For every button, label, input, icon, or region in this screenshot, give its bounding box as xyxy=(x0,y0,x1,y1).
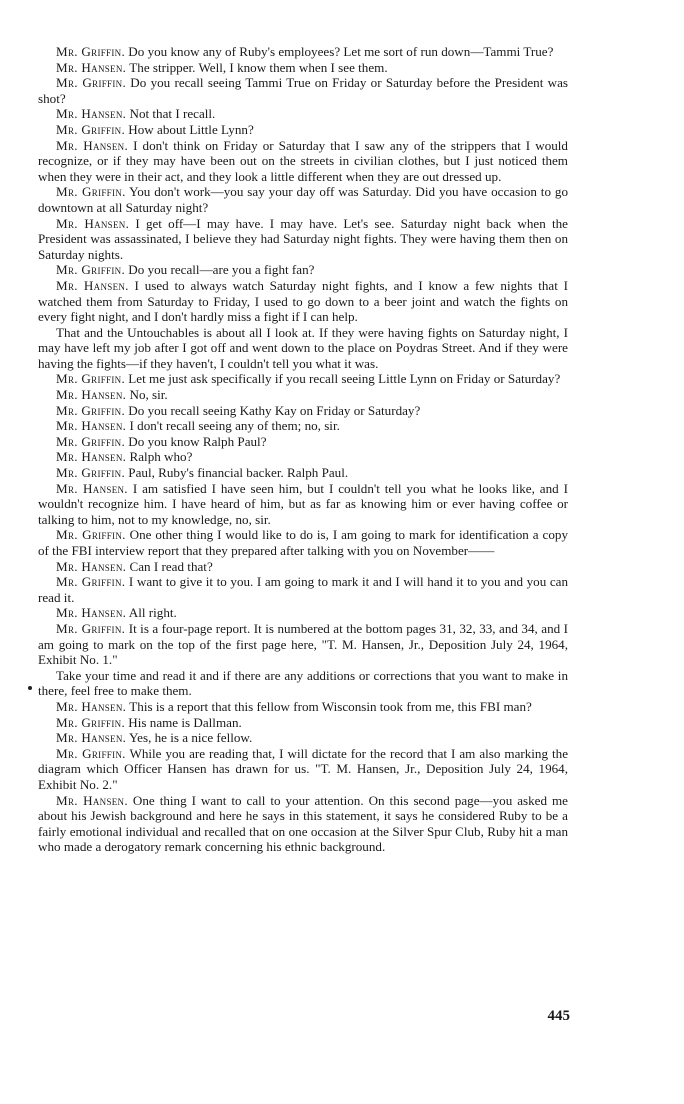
transcript-paragraph xyxy=(38,605,568,621)
transcript-paragraph xyxy=(38,481,568,528)
speaker-name: Mr. Griffin. xyxy=(56,184,126,200)
paragraph-text: No, sir. xyxy=(126,387,168,403)
paragraph-text: Do you recall seeing Kathy Kay on Friday or Saturday? xyxy=(125,402,421,418)
speaker-name: Mr. Hansen. xyxy=(56,418,127,434)
paragraph-text: Can I read that? xyxy=(126,558,213,574)
speaker-name: Mr. Griffin. xyxy=(56,371,126,387)
speaker-name: Mr. Griffin. xyxy=(56,262,126,278)
transcript-paragraph xyxy=(38,559,568,575)
transcript-paragraph xyxy=(38,574,568,605)
transcript-paragraph xyxy=(38,434,568,450)
transcript-paragraph xyxy=(38,527,568,558)
transcript-paragraph xyxy=(38,262,568,278)
speaker-name: Mr. Hansen. xyxy=(56,387,127,403)
paragraph-text: Let me just ask specifically if you recall seeing Little Lynn on Friday or Saturday? xyxy=(125,371,561,387)
transcript-paragraph xyxy=(38,325,568,372)
paragraph-text: That and the Untouchables is about all I look at. If they were having fights on Saturday night, I may have left my job after I got off and went down to the place on Poydras Street. And if they were having the fights—if they haven't, I couldn't tell you what it was. xyxy=(38,324,568,371)
paragraph-text: How about Little Lynn? xyxy=(125,121,254,137)
speaker-name: Mr. Griffin. xyxy=(56,527,126,543)
speaker-name: Mr. Hansen. xyxy=(56,449,127,465)
transcript-paragraph xyxy=(38,730,568,746)
paragraph-text: His name is Dallman. xyxy=(125,714,242,730)
paragraph-text: All right. xyxy=(126,605,177,621)
speaker-name: Mr. Hansen. xyxy=(56,558,127,574)
speaker-name: Mr. Hansen. xyxy=(56,605,127,621)
transcript-paragraph xyxy=(38,122,568,138)
paragraph-text: I am satisfied I have seen him, but I couldn't tell you what he looks like, and I wouldn't recognize him. I have heard of him, but as far as knowing him or ever having coffee or talking to him, not to my knowledge, no, sir. xyxy=(38,480,568,527)
paragraph-text: You don't work—you say your day off was Saturday. Did you have occasion to go downtown at all Saturday night? xyxy=(38,184,568,215)
speaker-name: Mr. Griffin. xyxy=(56,620,126,636)
paragraph-text: One other thing I would like to do is, I am going to mark for identification a copy of the FBI interview report that they prepared after talking with you on November—— xyxy=(38,527,568,558)
speaker-name: Mr. Griffin. xyxy=(56,714,126,730)
transcript-paragraph xyxy=(38,106,568,122)
transcript-paragraph xyxy=(38,418,568,434)
paragraph-text: This is a report that this fellow from Wisconsin took from me, this FBI man? xyxy=(126,698,532,714)
transcript-paragraph xyxy=(38,44,568,60)
speaker-name: Mr. Griffin. xyxy=(56,44,126,59)
speaker-name: Mr. Hansen. xyxy=(56,137,129,153)
transcript-paragraph xyxy=(38,449,568,465)
speaker-name: Mr. Griffin. xyxy=(56,121,126,137)
transcript-paragraph xyxy=(38,699,568,715)
paragraph-text: I get off—I may have. I may have. Let's see. Saturday night back when the President was assassinated, I believe they had Saturday night fights. They were having them then on Saturday nights. xyxy=(38,215,568,262)
speaker-name: Mr. Hansen. xyxy=(56,730,127,746)
speaker-name: Mr. Hansen. xyxy=(56,106,127,122)
transcript-paragraph xyxy=(38,715,568,731)
transcript-paragraph xyxy=(38,793,568,855)
speaker-name: Mr. Griffin. xyxy=(56,465,126,481)
paragraph-text: Ralph who? xyxy=(126,449,193,465)
transcript-paragraph xyxy=(38,75,568,106)
paragraph-text: While you are reading that, I will dictate for the record that I am also marking the diagram which Officer Hansen has drawn for us. "T. M. Hansen, Jr., Deposition July 24, 1964, Exhibit No. 2." xyxy=(38,745,569,792)
paragraph-text: The stripper. Well, I know them when I see them. xyxy=(126,59,388,75)
speaker-name: Mr. Hansen. xyxy=(56,792,128,808)
document-body xyxy=(38,44,568,855)
transcript-paragraph xyxy=(38,668,568,699)
transcript-paragraph xyxy=(38,278,568,325)
transcript-paragraph xyxy=(38,60,568,76)
transcript-paragraph xyxy=(38,216,568,263)
paragraph-text: Not that I recall. xyxy=(126,106,216,122)
margin-dot xyxy=(28,686,32,690)
paragraph-text: I used to always watch Saturday night fights, and I know a few nights that I watched them from Saturday to Friday, I used to go down to a beer joint and watch the fights on every fight night, and I don't hardly miss a fight if I can help. xyxy=(38,277,568,325)
paragraph-text: I don't recall seeing any of them; no, sir. xyxy=(126,418,340,434)
speaker-name: Mr. Hansen. xyxy=(56,215,130,231)
speaker-name: Mr. Griffin. xyxy=(56,745,126,761)
paragraph-text: I want to give it to you. I am going to mark it and I will hand it to you and you can read it. xyxy=(38,574,569,605)
paragraph-text: Do you know any of Ruby's employees? Let me sort of run down—Tammi True? xyxy=(125,44,554,59)
paragraph-text: It is a four-page report. It is numbered at the bottom pages 31, 32, 33, and 34, and I am going to mark on the top of the first page here, "T. M. Hansen, Jr., Deposition July 24, 1964, Exhibit No. 1." xyxy=(38,620,568,668)
speaker-name: Mr. Hansen. xyxy=(56,698,127,714)
paragraph-text: Paul, Ruby's financial backer. Ralph Paul. xyxy=(125,465,349,481)
transcript-paragraph xyxy=(38,621,568,668)
speaker-name: Mr. Griffin. xyxy=(56,402,126,418)
transcript-paragraph xyxy=(38,387,568,403)
transcript-paragraph xyxy=(38,403,568,419)
speaker-name: Mr. Hansen. xyxy=(56,59,127,75)
paragraph-text: One thing I want to call to your attention. On this second page—you asked me about his Jewish background and here he says in this statement, it says he considered Ruby to be a fairly emotional individual and recalled that on one occasion at the Silver Spur Club, Ruby hit a man who made a derogatory remark concerning his ethnic background. xyxy=(38,792,568,855)
transcript-paragraph xyxy=(38,465,568,481)
paragraph-text: Do you recall—are you a fight fan? xyxy=(125,262,315,278)
paragraph-text: Take your time and read it and if there are any additions or corrections that you want to make in there, feel free to make them. xyxy=(38,667,568,699)
transcript-paragraph xyxy=(38,138,568,185)
paragraph-text: Yes, he is a nice fellow. xyxy=(126,730,253,746)
speaker-name: Mr. Griffin. xyxy=(56,433,126,449)
speaker-name: Mr. Griffin. xyxy=(56,574,126,590)
transcript-paragraph xyxy=(38,371,568,387)
speaker-name: Mr. Griffin. xyxy=(56,75,127,91)
page-number: 445 xyxy=(547,1008,570,1024)
speaker-name: Mr. Hansen. xyxy=(56,277,129,293)
paragraph-text: I don't think on Friday or Saturday that I saw any of the strippers that I would recognize, or if they may have been out on the streets in civilian clothes, but I just noticed them when they were in their act, and they look a little different when they are out dressed up. xyxy=(38,137,568,184)
paragraph-text: Do you recall seeing Tammi True on Friday or Saturday before the President was shot? xyxy=(38,75,568,106)
speaker-name: Mr. Hansen. xyxy=(56,480,128,496)
paragraph-text: Do you know Ralph Paul? xyxy=(125,433,267,449)
transcript-paragraph xyxy=(38,184,568,215)
transcript-paragraph xyxy=(38,746,568,793)
